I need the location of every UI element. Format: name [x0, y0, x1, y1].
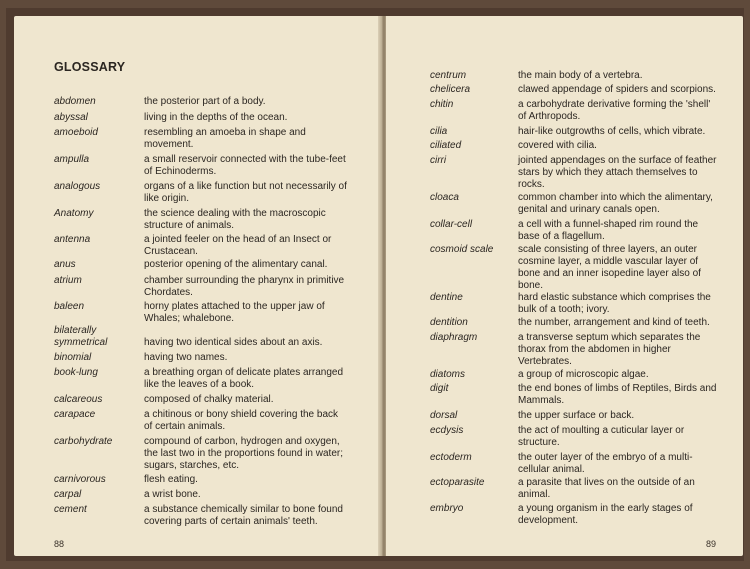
glossary-definition: organs of a like function but not necessarily of like origin. [144, 181, 347, 204]
glossary-term: bilaterally symmetrical [54, 325, 108, 348]
glossary-term: Anatomy [54, 208, 94, 219]
glossary-definition: a breathing organ of delicate plates arranged like the leaves of a book. [144, 367, 344, 390]
glossary-definition: a wrist bone. [144, 489, 201, 500]
glossary-term: ampulla [54, 154, 90, 165]
glossary-definition: a cell with a funnel-shaped rim round the base of a flagellum. [518, 219, 699, 242]
glossary-definition: the act of moulting a cuticular layer or structure. [518, 425, 685, 448]
glossary-term: dorsal [430, 410, 458, 421]
glossary-term: digit [430, 383, 449, 394]
glossary-definition: the posterior part of a body. [144, 96, 266, 107]
glossary-term: cement [54, 504, 87, 515]
glossary-term: cloaca [430, 192, 459, 203]
glossary-definition: having two identical sides about an axis. [144, 337, 323, 348]
glossary-term: ectoderm [430, 452, 472, 463]
glossary-term: cirri [430, 155, 447, 166]
glossary-definition: a jointed feeler on the head of an Insect or Crustacean. [144, 234, 332, 257]
glossary-definition: a group of microscopic algae. [518, 369, 649, 380]
glossary-term: ciliated [430, 140, 462, 151]
glossary-term: centrum [430, 70, 467, 81]
glossary-term: abyssal [54, 112, 88, 123]
glossary-term: amoeboid [54, 127, 98, 138]
glossary-definition: posterior opening of the alimentary canal. [144, 259, 328, 270]
left-page [14, 16, 382, 556]
glossary-definition: chamber surrounding the pharynx in primitive Chordates. [144, 275, 345, 298]
glossary-term: binomial [54, 352, 92, 363]
glossary-term: ecdysis [430, 425, 464, 436]
glossary-term: baleen [54, 301, 85, 312]
glossary-definition: jointed appendages on the surface of feather stars by which they attach themselves to rocks. [518, 155, 717, 190]
right-page [386, 16, 743, 556]
glossary-definition: the science dealing with the macroscopic structure of animals. [144, 208, 326, 231]
glossary-term: embryo [430, 503, 464, 514]
glossary-definition: hard elastic substance which comprises the bulk of a tooth; ivory. [518, 292, 711, 315]
glossary-term: carpal [54, 489, 82, 500]
glossary-definition: the main body of a vertebra. [518, 70, 643, 81]
glossary-term: diatoms [430, 369, 466, 380]
glossary-term: abdomen [54, 96, 96, 107]
glossary-definition: having two names. [144, 352, 228, 363]
glossary-term: cosmoid scale [430, 244, 494, 255]
glossary-term: antenna [54, 234, 91, 245]
glossary-definition: the end bones of limbs of Reptiles, Birds and Mammals. [518, 383, 717, 406]
glossary-definition: covered with cilia. [518, 140, 597, 151]
glossary-definition: flesh eating. [144, 474, 198, 485]
book-spread [6, 8, 744, 561]
glossary-term: carapace [54, 409, 96, 420]
glossary-definition: resembling an amoeba in shape and movement. [144, 127, 306, 150]
glossary-term: anus [54, 259, 76, 270]
glossary-definition: a carbohydrate derivative forming the 'shell' of Arthropods. [518, 99, 711, 122]
glossary-definition: compound of carbon, hydrogen and oxygen, the last two in the proportions found in water; sugars, starches, etc. [144, 436, 344, 471]
glossary-term: carbohydrate [54, 436, 113, 447]
glossary-term: chelicera [430, 84, 471, 95]
glossary-definition: a young organism in the early stages of development. [518, 503, 693, 526]
glossary-term: book-lung [54, 367, 98, 378]
glossary-term: carnivorous [54, 474, 106, 485]
glossary-definition: living in the depths of the ocean. [144, 112, 288, 123]
glossary-definition: the outer layer of the embryo of a multi-cellular animal. [518, 452, 693, 475]
glossary-definition: a chitinous or bony shield covering the back of certain animals. [144, 409, 339, 432]
glossary-definition: the upper surface or back. [518, 410, 635, 421]
glossary-term: cilia [430, 126, 448, 137]
glossary-term: chitin [430, 99, 454, 110]
glossary-term: atrium [54, 275, 82, 286]
glossary-term: dentine [430, 292, 463, 303]
glossary-definition: scale consisting of three layers, an outer cosmine layer, a middle vascular layer of bone and an inner isopedine layer also of bone. [518, 244, 701, 291]
glossary-definition: the number, arrangement and kind of teeth. [518, 317, 710, 328]
glossary-term: diaphragm [430, 332, 478, 343]
glossary-definition: composed of chalky material. [144, 394, 274, 405]
glossary-definition: common chamber into which the alimentary, genital and urinary canals open. [518, 192, 713, 215]
glossary-definition: hair-like outgrowths of cells, which vibrate. [518, 126, 706, 137]
page-number-left: 88 [54, 539, 65, 549]
glossary-definition: a small reservoir connected with the tube-feet of Echinoderms. [144, 154, 346, 177]
glossary-definition: horny plates attached to the upper jaw of Whales; whalebone. [144, 301, 325, 324]
glossary-term: analogous [54, 181, 101, 192]
glossary-term: collar-cell [430, 219, 473, 230]
page-number-right: 89 [706, 539, 717, 549]
glossary-term: calcareous [54, 394, 103, 405]
glossary-term: ectoparasite [430, 477, 485, 488]
glossary-term: dentition [430, 317, 468, 328]
glossary-heading: GLOSSARY [54, 60, 126, 74]
glossary-definition: a substance chemically similar to bone found covering parts of certain animals' teeth. [144, 504, 343, 527]
glossary-definition: a parasite that lives on the outside of an animal. [518, 477, 695, 500]
glossary-definition: clawed appendage of spiders and scorpions. [518, 84, 716, 95]
glossary-definition: a transverse septum which separates the thorax from the abdomen in higher Vertebrates. [518, 332, 701, 367]
